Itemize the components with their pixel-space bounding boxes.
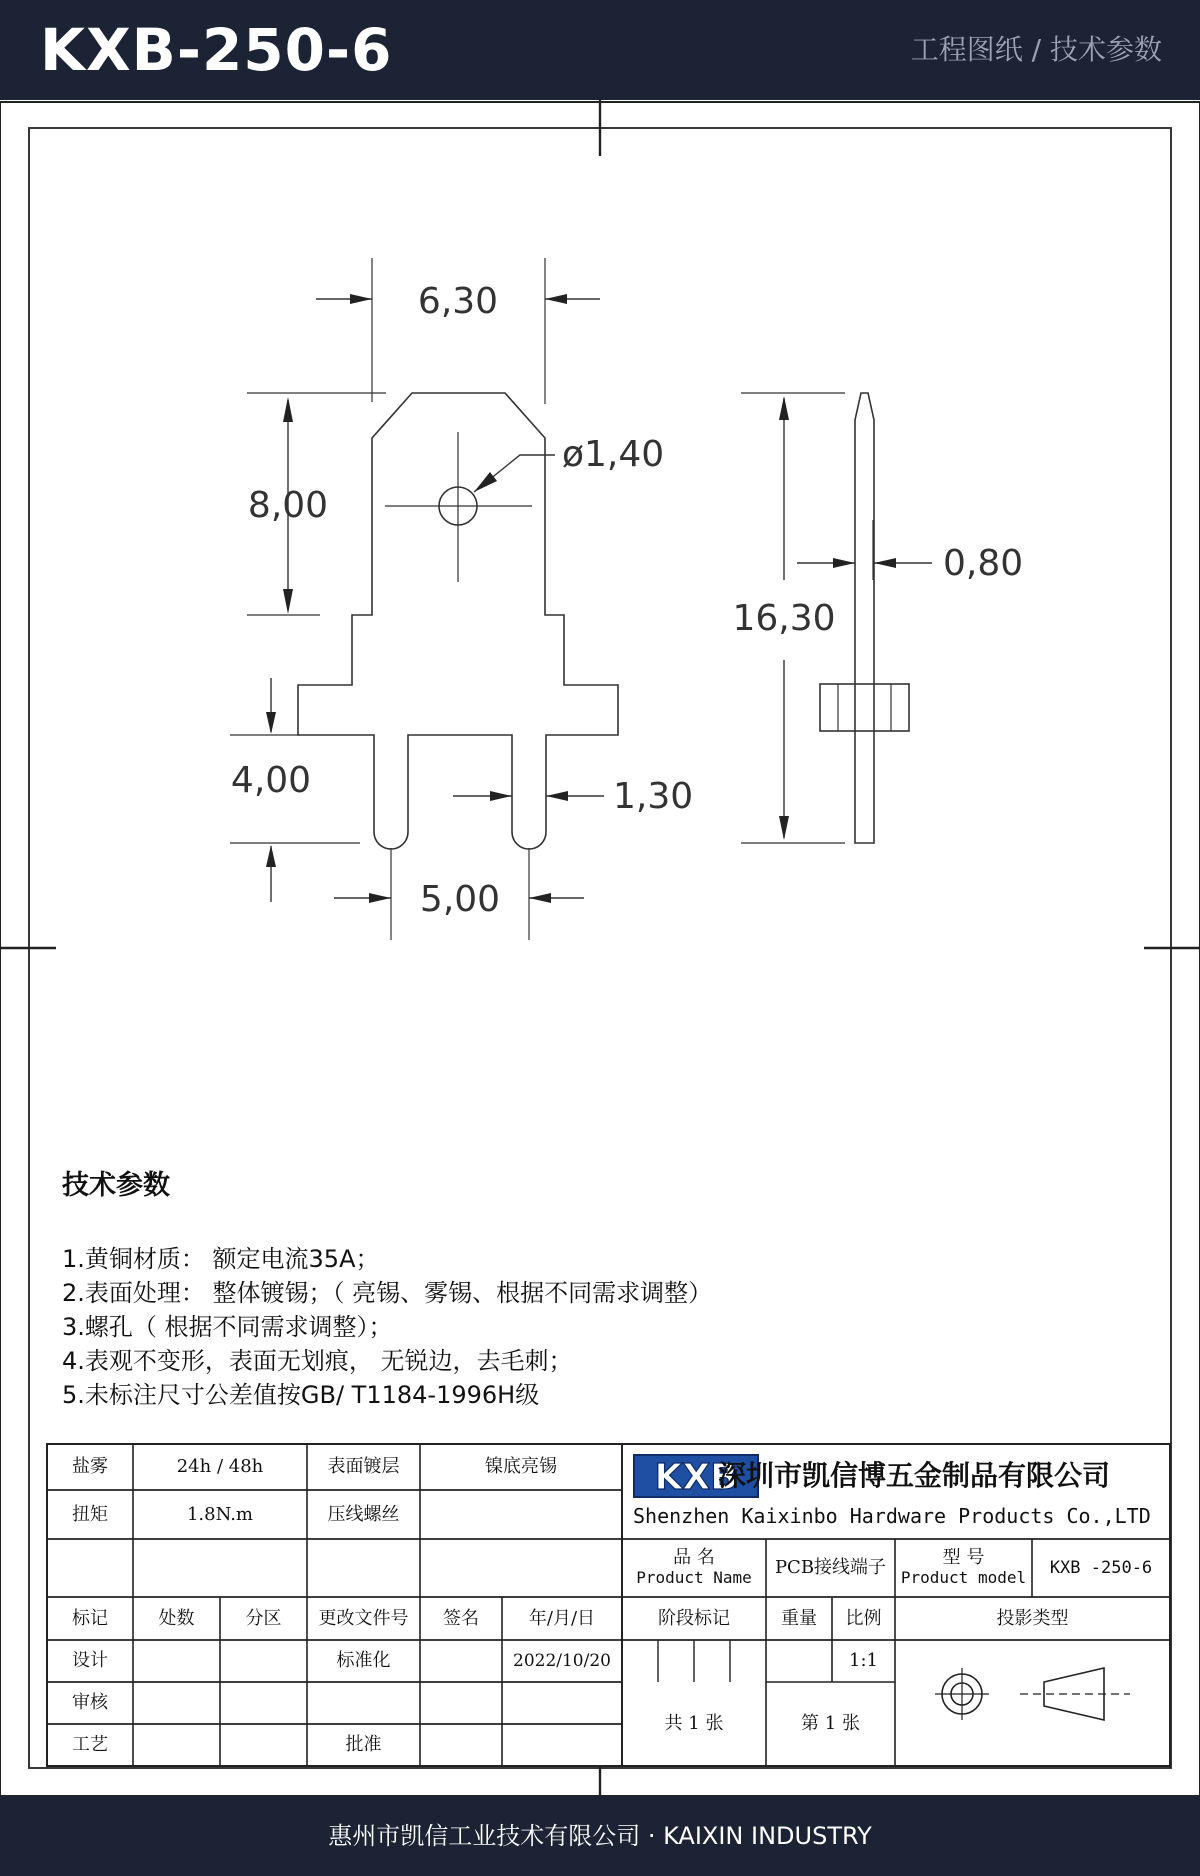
dim-pin-width: 1,30 — [613, 776, 694, 817]
dim-pin-pitch: 5,00 — [419, 879, 501, 920]
tb-signature: 签名 — [443, 1607, 479, 1629]
tb-salt-spray-value: 24h / 48h — [176, 1456, 264, 1477]
tech-notes-list — [62, 1242, 712, 1412]
tb-plating-value: 镍底亮锡 — [485, 1456, 557, 1477]
tech-note: 1.黄铜材质： 额定电流35A； — [62, 1245, 380, 1273]
dim-thickness: 0,80 — [943, 543, 1024, 584]
tb-scale-value: 1:1 — [849, 1650, 878, 1671]
tb-projection: 投影类型 — [996, 1607, 1069, 1629]
tb-change-doc: 更改文件号 — [318, 1607, 409, 1629]
tb-product-name-value: PCB接线端子 — [774, 1557, 887, 1578]
tb-date-value: 2022/10/20 — [513, 1651, 611, 1671]
tb-standardization: 标准化 — [336, 1650, 391, 1671]
dim-width-top: 6,30 — [417, 281, 499, 322]
tb-product-model-cn: 型 号 — [942, 1547, 985, 1568]
model-title: KXB-250-6 — [40, 16, 393, 84]
tb-count: 处数 — [158, 1607, 195, 1629]
dim-flange-height: 4,00 — [230, 760, 312, 801]
company-name-en: Shenzhen Kaixinbo Hardware Products Co.,LTD — [633, 1504, 1151, 1528]
tech-note: 3.螺孔（ 根据不同需求调整）； — [62, 1313, 393, 1341]
tb-mark: 标记 — [72, 1607, 108, 1629]
tb-product-name-label — [622, 1539, 766, 1597]
dim-hole-diameter: ø1,40 — [562, 434, 665, 475]
dimension-arrows — [266, 294, 568, 903]
tb-wire-screw-label: 压线螺丝 — [327, 1503, 400, 1525]
footer-text: 惠州市凯信工业技术有限公司 · KAIXIN INDUSTRY — [328, 1822, 872, 1850]
tech-params-title: 技术参数 — [62, 1170, 170, 1201]
tb-date-label: 年/月/日 — [528, 1607, 596, 1629]
tech-note: 5.未标注尺寸公差值按GB/ T1184-1996H级 — [62, 1381, 540, 1409]
tb-approve: 批准 — [345, 1734, 382, 1755]
tb-weight: 重量 — [781, 1607, 817, 1629]
tb-torque-label: 扭矩 — [72, 1503, 108, 1525]
tb-product-model-label — [895, 1539, 1032, 1597]
dim-height-top: 8,00 — [247, 485, 329, 526]
tb-product-name-cn: 品 名 — [673, 1547, 715, 1568]
tb-salt-spray-label: 盐雾 — [72, 1456, 108, 1477]
company-name-cn: 深圳市凯信博五金制品有限公司 — [718, 1459, 1111, 1492]
tb-torque-value: 1.8N.m — [186, 1503, 253, 1525]
page-subtitle: 工程图纸 / 技术参数 — [910, 33, 1162, 66]
flange-side — [820, 684, 909, 731]
dim-total-length: 16,30 — [732, 598, 836, 639]
tb-zone: 分区 — [245, 1607, 282, 1629]
tech-note: 4.表观不变形，表面无划痕， 无锐边，去毛刺； — [62, 1347, 573, 1375]
tb-total-sheets: 共 1 张 — [664, 1713, 724, 1734]
pin-side-outline — [855, 393, 874, 843]
tb-scale-label: 比例 — [845, 1607, 882, 1629]
tb-process: 工艺 — [72, 1734, 108, 1755]
tb-product-name-en: Product Name — [636, 1568, 752, 1587]
tb-design: 设计 — [72, 1650, 108, 1671]
tb-product-model-value: KXB -250-6 — [1049, 1558, 1153, 1578]
tb-stage-mark: 阶段标记 — [658, 1607, 730, 1629]
logo-text: KXB — [654, 1457, 738, 1498]
tb-plating-label: 表面镀层 — [327, 1456, 400, 1477]
tb-review: 审核 — [72, 1692, 108, 1713]
tech-note: 2.表面处理： 整体镀锡；（ 亮锡、雾锡、根据不同需求调整） — [62, 1279, 713, 1307]
tb-sheet-no: 第 1 张 — [801, 1713, 860, 1734]
projection-symbol — [935, 1668, 1130, 1720]
tb-product-model-en: Product model — [900, 1568, 1027, 1587]
